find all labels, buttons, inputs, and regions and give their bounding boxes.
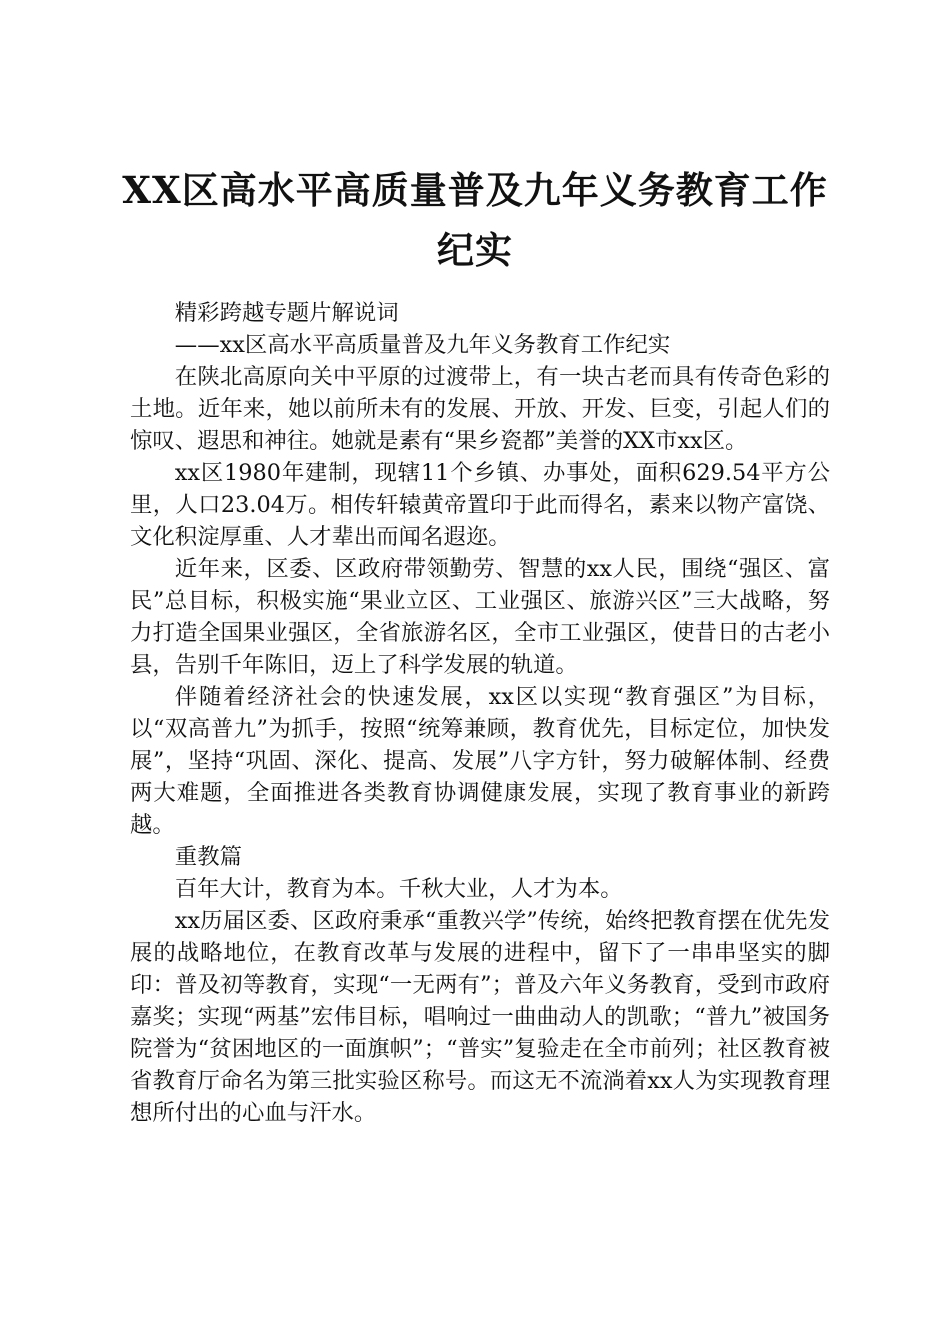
- section-heading: 重教篇: [174, 844, 242, 870]
- document-body: [130, 297, 830, 1129]
- body-paragraph: 伴随着经济社会的快速发展，xx区以实现“教育强区”为目标，以“双高普九”为抓手，按照“统筹兼顾，教育优先，目标定位，加快发展”，坚持“巩固、深化、提高、发展”八字方针，努力破解体制、经费两大难题，全面推进各类教育协调健康发展，实现了教育事业的新跨越。: [130, 684, 830, 838]
- document-title: XX区高水平高质量普及九年义务教育工作纪实: [122, 168, 828, 272]
- body-paragraph: 近年来，区委、区政府带领勤劳、智慧的xx人民，围绕“强区、富民”总目标，积极实施“果业立区、工业强区、旅游兴区”三大战略，努力打造全国果业强区，全省旅游名区，全市工业强区，使昔日的古老小县，告别千年陈旧，迈上了科学发展的轨道。: [130, 556, 830, 678]
- body-paragraph: xx历届区委、区政府秉承“重教兴学”传统，始终把教育摆在优先发展的战略地位，在教育改革与发展的进程中，留下了一串串坚实的脚印：普及初等教育，实现“一无两有”；普及六年义务教育，受到市政府嘉奖；实现“两基”宏伟目标，唱响过一曲曲动人的凯歌；“普九”被国务院誉为“贫困地区的一面旗帜”；“普实”复验走在全市前列；社区教育被省教育厅命名为第三批实验区称号。而这无不流淌着xx人为实现教育理想所付出的心血与汗水。: [130, 908, 830, 1126]
- subtitle-paragraph: ——xx区高水平高质量普及九年义务教育工作纪实: [174, 332, 671, 358]
- body-paragraph: 在陕北高原向关中平原的过渡带上，有一块古老而具有传奇色彩的土地。近年来，她以前所未有的发展、开放、开发、巨变，引起人们的惊叹、遐思和神往。她就是素有“果乡瓷都”美誉的XX市xx区。: [130, 364, 830, 454]
- body-paragraph: xx区1980年建制，现辖11个乡镇、办事处，面积629.54平方公里，人口23.04万。相传轩辕黄帝置印于此而得名，素来以物产富饶、文化积淀厚重、人才辈出而闻名遐迩。: [130, 460, 830, 550]
- body-paragraph: 百年大计，教育为本。千秋大业，人才为本。: [174, 876, 623, 902]
- subtitle-paragraph: 精彩跨越专题片解说词: [174, 300, 399, 326]
